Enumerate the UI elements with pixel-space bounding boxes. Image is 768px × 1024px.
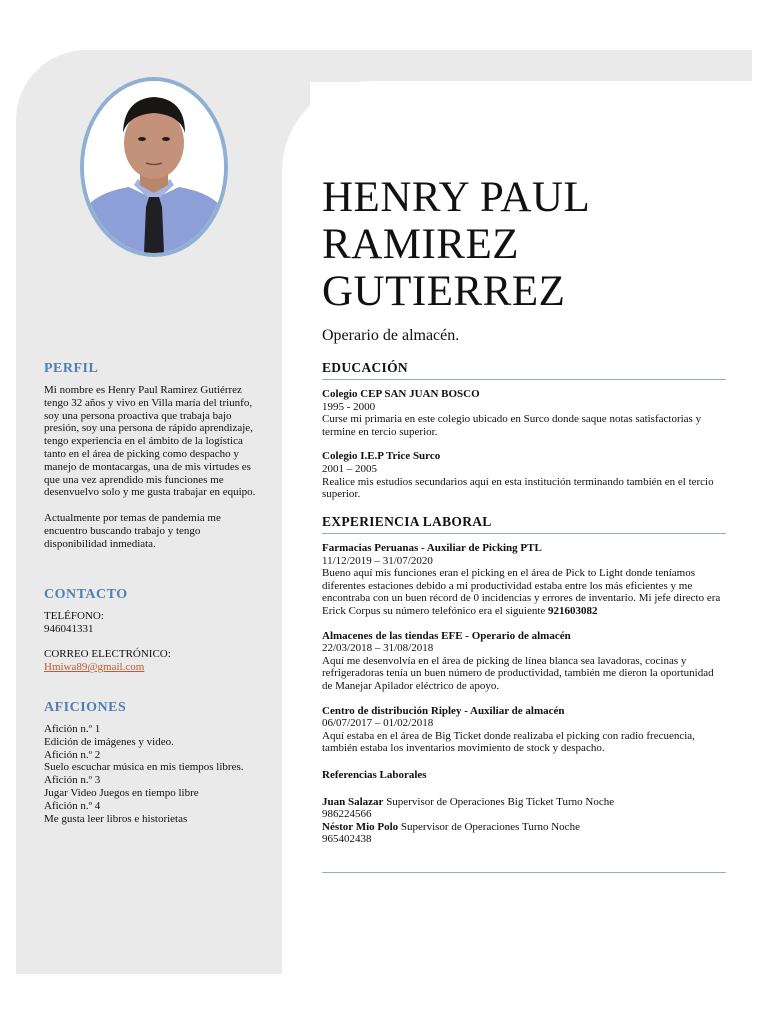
entry-dates: 2001 – 2005 bbox=[322, 462, 377, 475]
job-title: Operario de almacén. bbox=[322, 327, 460, 344]
reference-name: Néstor Mio Polo bbox=[322, 820, 399, 833]
entry-dates: 06/07/2017 – 01/02/2018 bbox=[322, 717, 434, 730]
perfil-heading: PERFIL bbox=[44, 361, 99, 376]
top-band bbox=[240, 50, 752, 82]
entry-title: Almacenes de las tiendas EFE - Operario de almacén bbox=[322, 629, 571, 642]
entry-dates: 11/12/2019 – 31/07/2020 bbox=[322, 554, 433, 567]
aficion-label: Afición n.º 4 bbox=[44, 799, 101, 812]
reference-phone: 986224566 bbox=[322, 808, 372, 821]
aficion-label: Afición n.º 1 bbox=[44, 723, 101, 735]
profile-photo bbox=[80, 77, 228, 257]
aficion-label: Afición n.º 2 bbox=[44, 748, 101, 761]
education-section bbox=[322, 360, 726, 501]
experience-section bbox=[322, 514, 726, 846]
perfil-text bbox=[44, 384, 266, 550]
candidate-name bbox=[322, 174, 742, 315]
entry-title: Farmacias Peruanas - Auxiliar de Picking PTL bbox=[322, 542, 542, 554]
experience-entry bbox=[322, 630, 726, 693]
entry-desc: Aquí estaba en el área de Big Ticket donde realizaba el picking con radio frecuencia, también estaba los inventarios movimiento de stock y despacho. bbox=[322, 729, 695, 755]
experience-entry bbox=[322, 542, 726, 618]
perfil-paragraph: Actualmente por temas de pandemia me encuentro buscando trabajo y tengo disponibilidad inmediata. bbox=[44, 511, 221, 550]
reference-role: Supervisor de Operaciones Turno Noche bbox=[398, 820, 580, 833]
references-heading: Referencias Laborales bbox=[322, 768, 427, 781]
entry-desc: Realice mis estudios secundarios aquí en esta institución terminando también en el tercio superior. bbox=[322, 475, 714, 501]
email-link[interactable]: Hmiwa89@gmail.com bbox=[44, 661, 145, 674]
aficiones-list bbox=[44, 723, 266, 825]
contacto-heading: CONTACTO bbox=[44, 587, 128, 602]
reference-phone: 965402438 bbox=[322, 833, 372, 846]
experience-heading: EXPERIENCIA LABORAL bbox=[322, 514, 726, 534]
references-block bbox=[322, 769, 726, 846]
person-portrait-icon bbox=[84, 81, 224, 253]
entry-desc-text: Bueno aquí mis funciones eran el picking en el área de Pick to Light donde teníamos diferentes estaciones debido a mi productividad estaba entre los más eficientes y me encontraba con un buen récord de 0 incidencias y errores de inventario. Mi jefe directo era Erick Corpus su número telefónico era el siguiente bbox=[322, 567, 721, 617]
perfil-paragraph: Mi nombre es Henry Paul Ramirez Gutiérrez tengo 32 años y vivo en Villa maría del triunfo, soy una persona proactiva que trabaja bajo presión, soy una persona de rápido aprendizaje, tengo experiencia en el ámbito de la logística tanto en el área de picking como despacho y manejo de montacargas, una de mis virtudes es que una vez aprendido mis funciones me desenvuelvo solo y me gusta trabajar en equipo. bbox=[44, 384, 256, 499]
entry-title: Colegio CEP SAN JUAN BOSCO bbox=[322, 388, 480, 400]
aficiones-heading: AFICIONES bbox=[44, 700, 127, 715]
entry-desc: Curse mi primaria en este colegio ubicado en Surco donde saque notas satisfactorias y termine en tercio superior. bbox=[322, 413, 702, 438]
name-line: HENRY PAUL bbox=[322, 174, 591, 221]
experience-entry bbox=[322, 705, 726, 755]
aficion-text: Jugar Video Juegos en tiempo libre bbox=[44, 786, 199, 799]
phone-label: TELÉFONO: bbox=[44, 610, 104, 622]
reference-name: Juan Salazar bbox=[322, 795, 384, 808]
entry-dates: 22/03/2018 – 31/08/2018 bbox=[322, 642, 434, 655]
name-line: GUTIERREZ bbox=[322, 268, 566, 315]
entry-desc: Aquí me desenvolvía en el área de picking de línea blanca sea lavadoras, cocinas y refrigeradoras tenía un buen número de productividad, también me dieron la oportunidad de Manejar Apilador eléctrico de apoyo. bbox=[322, 654, 714, 692]
aficion-text: Suelo escuchar música en mis tiempos libres. bbox=[44, 761, 244, 774]
education-heading: EDUCACIÓN bbox=[322, 360, 726, 380]
name-line: RAMIREZ bbox=[322, 221, 519, 268]
phone-value: 946041331 bbox=[44, 622, 94, 635]
aficion-text: Me gusta leer libros e historietas bbox=[44, 812, 188, 825]
entry-desc bbox=[322, 567, 726, 617]
reference-role: Supervisor de Operaciones Big Ticket Turno Noche bbox=[383, 795, 615, 808]
education-entry bbox=[322, 388, 726, 438]
email-label: CORREO ELECTRÓNICO: bbox=[44, 648, 171, 661]
contacto-text bbox=[44, 610, 266, 674]
reference-item bbox=[322, 796, 726, 809]
entry-dates: 1995 - 2000 bbox=[322, 400, 376, 413]
education-entry bbox=[322, 450, 726, 500]
entry-title: Centro de distribución Ripley - Auxiliar de almacén bbox=[322, 704, 565, 717]
entry-title: Colegio I.E.P Trice Surco bbox=[322, 450, 441, 463]
reference-item bbox=[322, 821, 726, 834]
reference-phone: 921603082 bbox=[548, 604, 598, 617]
aficion-label: Afición n.º 3 bbox=[44, 774, 101, 787]
bottom-divider bbox=[322, 872, 726, 873]
aficion-text: Edición de imágenes y video. bbox=[44, 735, 174, 748]
